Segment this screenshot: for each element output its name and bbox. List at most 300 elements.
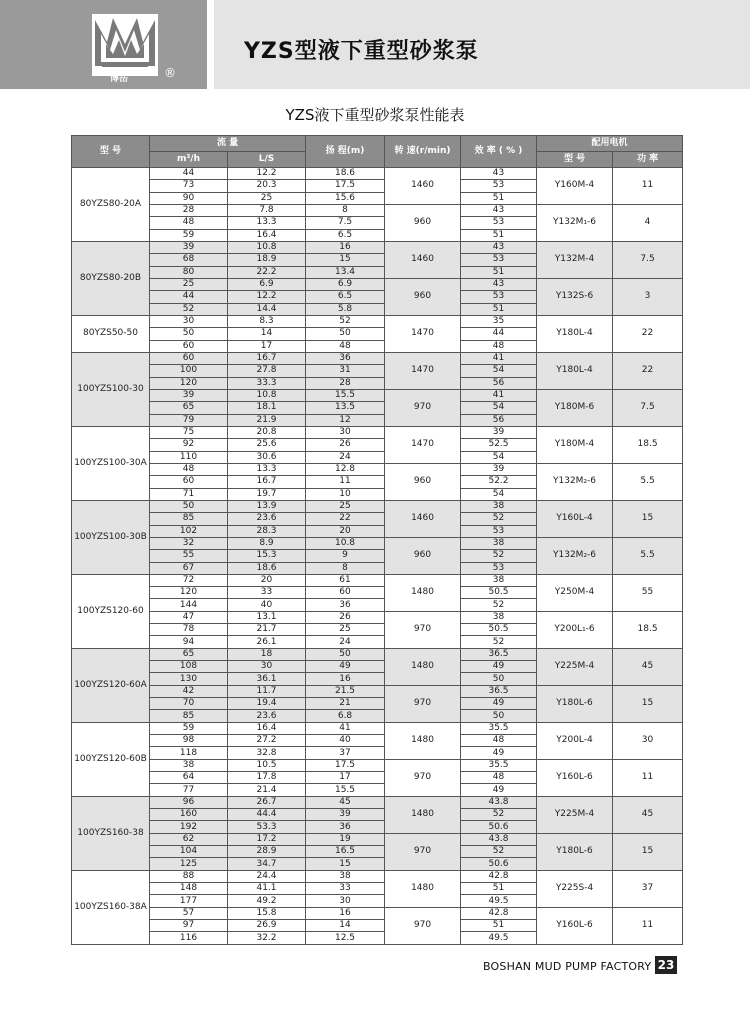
cell-flow-m3h: 68: [150, 254, 228, 266]
cell-efficiency: 38: [461, 574, 537, 586]
cell-efficiency: 53: [461, 254, 537, 266]
cell-head: 38: [306, 870, 385, 882]
cell-speed: 960: [385, 537, 461, 574]
cell-speed: 1470: [385, 352, 461, 389]
cell-model: 80YZS50-50: [72, 315, 150, 352]
cell-flow-m3h: 65: [150, 648, 228, 660]
cell-flow-m3h: 120: [150, 587, 228, 599]
cell-flow-ls: 53.3: [228, 821, 306, 833]
cell-motor-model: Y160L-4: [537, 500, 613, 537]
cell-efficiency: 51: [461, 266, 537, 278]
cell-efficiency: 39: [461, 426, 537, 438]
cell-motor-model: Y225M-4: [537, 648, 613, 685]
cell-flow-m3h: 60: [150, 340, 228, 352]
cell-head: 22: [306, 513, 385, 525]
cell-model: 100YZS120-60B: [72, 722, 150, 796]
cell-flow-m3h: 78: [150, 624, 228, 636]
cell-flow-m3h: 62: [150, 833, 228, 845]
cell-speed: 1460: [385, 168, 461, 205]
cell-flow-m3h: 85: [150, 513, 228, 525]
cell-flow-ls: 20.3: [228, 180, 306, 192]
cell-head: 6.8: [306, 710, 385, 722]
cell-efficiency: 42.8: [461, 870, 537, 882]
table-row: [72, 426, 683, 438]
cell-head: 21.5: [306, 685, 385, 697]
cell-flow-m3h: 85: [150, 710, 228, 722]
cell-speed: 970: [385, 611, 461, 648]
cell-flow-m3h: 42: [150, 685, 228, 697]
table-row: [72, 168, 683, 180]
cell-flow-ls: 34.7: [228, 858, 306, 870]
table-row: [72, 722, 683, 734]
table-row: [72, 278, 683, 290]
cell-head: 24: [306, 636, 385, 648]
cell-efficiency: 52: [461, 636, 537, 648]
cell-power: 18.5: [613, 611, 683, 648]
cell-flow-m3h: 73: [150, 180, 228, 192]
cell-motor-model: Y250M-4: [537, 574, 613, 611]
cell-efficiency: 50.6: [461, 821, 537, 833]
cell-motor-model: Y200L₁-6: [537, 611, 613, 648]
cell-head: 25: [306, 624, 385, 636]
cell-head: 13.5: [306, 402, 385, 414]
cell-speed: 970: [385, 833, 461, 870]
cell-motor-model: Y180L-4: [537, 352, 613, 389]
table-row: [72, 833, 683, 845]
cell-efficiency: 43: [461, 168, 537, 180]
cell-head: 14: [306, 920, 385, 932]
col-speed: 转 速(r/min): [385, 136, 461, 168]
cell-model: 100YZS120-60: [72, 574, 150, 648]
cell-flow-m3h: 118: [150, 747, 228, 759]
cell-head: 8: [306, 562, 385, 574]
cell-flow-ls: 15.3: [228, 550, 306, 562]
cell-efficiency: 53: [461, 217, 537, 229]
cell-power: 15: [613, 500, 683, 537]
cell-motor-model: Y180M-6: [537, 389, 613, 426]
cell-power: 15: [613, 685, 683, 722]
cell-flow-m3h: 47: [150, 611, 228, 623]
cell-flow-ls: 12.2: [228, 168, 306, 180]
table-row: [72, 463, 683, 475]
cell-flow-m3h: 39: [150, 389, 228, 401]
cell-head: 36: [306, 821, 385, 833]
cell-power: 4: [613, 204, 683, 241]
cell-power: 5.5: [613, 537, 683, 574]
cell-efficiency: 49: [461, 747, 537, 759]
cell-flow-ls: 33: [228, 587, 306, 599]
cell-efficiency: 51: [461, 883, 537, 895]
cell-head: 61: [306, 574, 385, 586]
cell-speed: 1460: [385, 241, 461, 278]
cell-efficiency: 41: [461, 352, 537, 364]
cell-head: 15.5: [306, 389, 385, 401]
logo-text: 博岳: [110, 74, 129, 84]
cell-motor-model: Y132S-6: [537, 278, 613, 315]
cell-model: 100YZS160-38A: [72, 870, 150, 944]
cell-flow-ls: 13.9: [228, 500, 306, 512]
cell-flow-m3h: 120: [150, 377, 228, 389]
cell-flow-ls: 28.9: [228, 846, 306, 858]
cell-flow-ls: 30: [228, 661, 306, 673]
cell-flow-m3h: 97: [150, 920, 228, 932]
cell-power: 37: [613, 870, 683, 907]
cell-speed: 1480: [385, 870, 461, 907]
cell-efficiency: 43: [461, 278, 537, 290]
cell-head: 16: [306, 907, 385, 919]
cell-speed: 1470: [385, 315, 461, 352]
cell-flow-ls: 27.8: [228, 365, 306, 377]
cell-head: 17: [306, 772, 385, 784]
cell-model: 100YZS120-60A: [72, 648, 150, 722]
col-power: 功 率: [613, 152, 683, 168]
table-row: [72, 352, 683, 364]
cell-flow-ls: 12.2: [228, 291, 306, 303]
cell-speed: 1480: [385, 574, 461, 611]
cell-efficiency: 51: [461, 229, 537, 241]
cell-head: 45: [306, 796, 385, 808]
cell-head: 28: [306, 377, 385, 389]
cell-head: 37: [306, 747, 385, 759]
cell-flow-m3h: 65: [150, 402, 228, 414]
cell-head: 41: [306, 722, 385, 734]
cell-flow-ls: 28.3: [228, 525, 306, 537]
cell-flow-ls: 32.8: [228, 747, 306, 759]
cell-efficiency: 50.5: [461, 587, 537, 599]
cell-head: 12.5: [306, 932, 385, 945]
cell-head: 26: [306, 439, 385, 451]
table-row: [72, 796, 683, 808]
col-motor-model: 型 号: [537, 152, 613, 168]
cell-head: 40: [306, 735, 385, 747]
cell-speed: 1470: [385, 426, 461, 463]
cell-flow-ls: 30.6: [228, 451, 306, 463]
cell-efficiency: 49: [461, 698, 537, 710]
cell-motor-model: Y132M₂-6: [537, 537, 613, 574]
cell-flow-ls: 26.1: [228, 636, 306, 648]
cell-flow-m3h: 71: [150, 488, 228, 500]
cell-flow-ls: 13.3: [228, 217, 306, 229]
cell-head: 7.5: [306, 217, 385, 229]
cell-flow-ls: 8.3: [228, 315, 306, 327]
cell-flow-m3h: 64: [150, 772, 228, 784]
cell-flow-ls: 15.8: [228, 907, 306, 919]
cell-head: 21: [306, 698, 385, 710]
cell-flow-m3h: 38: [150, 759, 228, 771]
cell-efficiency: 51: [461, 192, 537, 204]
cell-efficiency: 44: [461, 328, 537, 340]
cell-flow-ls: 10.8: [228, 389, 306, 401]
cell-speed: 970: [385, 759, 461, 796]
cell-flow-ls: 19.4: [228, 698, 306, 710]
cell-flow-ls: 33.3: [228, 377, 306, 389]
table-row: [72, 907, 683, 919]
cell-efficiency: 36.5: [461, 648, 537, 660]
cell-power: 45: [613, 796, 683, 833]
cell-flow-ls: 26.7: [228, 796, 306, 808]
cell-head: 20: [306, 525, 385, 537]
table-row: [72, 500, 683, 512]
cell-head: 10: [306, 488, 385, 500]
cell-head: 6.9: [306, 278, 385, 290]
cell-flow-ls: 10.8: [228, 241, 306, 253]
col-head: 扬 程(m): [306, 136, 385, 168]
cell-efficiency: 39: [461, 463, 537, 475]
cell-flow-m3h: 80: [150, 266, 228, 278]
cell-head: 36: [306, 352, 385, 364]
col-flow: 流 量: [150, 136, 306, 152]
cell-efficiency: 56: [461, 414, 537, 426]
cell-efficiency: 56: [461, 377, 537, 389]
table-row: [72, 611, 683, 623]
cell-flow-m3h: 108: [150, 661, 228, 673]
cell-flow-m3h: 52: [150, 303, 228, 315]
cell-speed: 960: [385, 278, 461, 315]
cell-flow-ls: 20.8: [228, 426, 306, 438]
cell-efficiency: 52: [461, 550, 537, 562]
cell-efficiency: 48: [461, 340, 537, 352]
cell-flow-ls: 18.1: [228, 402, 306, 414]
cell-head: 6.5: [306, 291, 385, 303]
cell-efficiency: 52: [461, 513, 537, 525]
cell-head: 12: [306, 414, 385, 426]
cell-power: 11: [613, 168, 683, 205]
cell-efficiency: 53: [461, 562, 537, 574]
cell-flow-ls: 10.5: [228, 759, 306, 771]
cell-motor-model: Y180L-6: [537, 685, 613, 722]
cell-speed: 1460: [385, 500, 461, 537]
cell-efficiency: 52.5: [461, 439, 537, 451]
cell-flow-ls: 11.7: [228, 685, 306, 697]
cell-flow-ls: 27.2: [228, 735, 306, 747]
col-flow-ls: L/S: [228, 152, 306, 168]
cell-head: 33: [306, 883, 385, 895]
cell-head: 19: [306, 833, 385, 845]
cell-motor-model: Y180M-4: [537, 426, 613, 463]
cell-efficiency: 38: [461, 537, 537, 549]
cell-efficiency: 52: [461, 599, 537, 611]
cell-flow-m3h: 177: [150, 895, 228, 907]
cell-flow-ls: 32.2: [228, 932, 306, 945]
cell-efficiency: 53: [461, 180, 537, 192]
cell-efficiency: 50.6: [461, 858, 537, 870]
cell-flow-ls: 26.9: [228, 920, 306, 932]
cell-power: 15: [613, 833, 683, 870]
cell-flow-ls: 25.6: [228, 439, 306, 451]
cell-head: 15: [306, 254, 385, 266]
cell-flow-ls: 13.3: [228, 463, 306, 475]
cell-motor-model: Y180L-6: [537, 833, 613, 870]
cell-efficiency: 52: [461, 809, 537, 821]
cell-power: 5.5: [613, 463, 683, 500]
cell-flow-m3h: 59: [150, 229, 228, 241]
cell-efficiency: 53: [461, 291, 537, 303]
cell-speed: 970: [385, 685, 461, 722]
footer-text: BOSHAN MUD PUMP FACTORY: [483, 960, 652, 973]
cell-head: 11: [306, 476, 385, 488]
cell-flow-ls: 8.9: [228, 537, 306, 549]
cell-flow-ls: 21.9: [228, 414, 306, 426]
cell-efficiency: 35.5: [461, 759, 537, 771]
cell-flow-ls: 17.8: [228, 772, 306, 784]
cell-flow-ls: 17.2: [228, 833, 306, 845]
cell-efficiency: 38: [461, 500, 537, 512]
table-body: [72, 168, 683, 945]
cell-efficiency: 41: [461, 389, 537, 401]
cell-flow-m3h: 88: [150, 870, 228, 882]
cell-efficiency: 54: [461, 365, 537, 377]
cell-model: 80YZS80-20A: [72, 168, 150, 242]
cell-head: 13.4: [306, 266, 385, 278]
cell-power: 22: [613, 352, 683, 389]
cell-power: 18.5: [613, 426, 683, 463]
cell-speed: 970: [385, 389, 461, 426]
cell-motor-model: Y225M-4: [537, 796, 613, 833]
cell-flow-ls: 18.6: [228, 562, 306, 574]
cell-efficiency: 50: [461, 673, 537, 685]
cell-efficiency: 49: [461, 661, 537, 673]
cell-flow-m3h: 148: [150, 883, 228, 895]
cell-head: 15.5: [306, 784, 385, 796]
cell-flow-m3h: 144: [150, 599, 228, 611]
cell-flow-m3h: 110: [150, 451, 228, 463]
cell-flow-ls: 19.7: [228, 488, 306, 500]
cell-efficiency: 35.5: [461, 722, 537, 734]
cell-flow-m3h: 102: [150, 525, 228, 537]
cell-flow-m3h: 94: [150, 636, 228, 648]
cell-motor-model: Y132M₁-6: [537, 204, 613, 241]
cell-flow-m3h: 59: [150, 722, 228, 734]
cell-efficiency: 52: [461, 846, 537, 858]
cell-flow-m3h: 90: [150, 192, 228, 204]
cell-efficiency: 49.5: [461, 895, 537, 907]
cell-efficiency: 42.8: [461, 907, 537, 919]
cell-head: 16: [306, 241, 385, 253]
cell-flow-ls: 21.4: [228, 784, 306, 796]
cell-motor-model: Y160L-6: [537, 907, 613, 944]
cell-efficiency: 43.8: [461, 833, 537, 845]
cell-flow-m3h: 67: [150, 562, 228, 574]
table-row: [72, 389, 683, 401]
registered-mark: ®: [164, 66, 176, 80]
page-number: 23: [655, 956, 677, 974]
cell-speed: 1480: [385, 722, 461, 759]
cell-flow-ls: 7.8: [228, 204, 306, 216]
cell-power: 3: [613, 278, 683, 315]
cell-model: 100YZS100-30B: [72, 500, 150, 574]
cell-head: 31: [306, 365, 385, 377]
table-row: [72, 648, 683, 660]
brand-logo: [0, 0, 207, 89]
cell-motor-model: Y160M-4: [537, 168, 613, 205]
cell-efficiency: 54: [461, 402, 537, 414]
cell-flow-m3h: 70: [150, 698, 228, 710]
cell-head: 60: [306, 587, 385, 599]
cell-head: 10.8: [306, 537, 385, 549]
table-row: [72, 537, 683, 549]
cell-flow-m3h: 60: [150, 476, 228, 488]
cell-flow-ls: 23.6: [228, 710, 306, 722]
cell-efficiency: 49: [461, 784, 537, 796]
cell-power: 55: [613, 574, 683, 611]
cell-flow-ls: 23.6: [228, 513, 306, 525]
table-row: [72, 685, 683, 697]
table-row: [72, 870, 683, 882]
col-efficiency: 效 率 ( % ): [461, 136, 537, 168]
cell-efficiency: 51: [461, 920, 537, 932]
cell-power: 22: [613, 315, 683, 352]
cell-speed: 1480: [385, 648, 461, 685]
cell-flow-m3h: 72: [150, 574, 228, 586]
cell-flow-ls: 16.4: [228, 229, 306, 241]
cell-flow-ls: 18.9: [228, 254, 306, 266]
cell-efficiency: 48: [461, 772, 537, 784]
cell-flow-ls: 6.9: [228, 278, 306, 290]
cell-head: 30: [306, 426, 385, 438]
cell-efficiency: 51: [461, 303, 537, 315]
cell-motor-model: Y200L-4: [537, 722, 613, 759]
cell-flow-ls: 40: [228, 599, 306, 611]
cell-head: 50: [306, 328, 385, 340]
cell-head: 50: [306, 648, 385, 660]
cell-head: 52: [306, 315, 385, 327]
cell-flow-m3h: 48: [150, 463, 228, 475]
cell-flow-m3h: 130: [150, 673, 228, 685]
cell-efficiency: 43: [461, 204, 537, 216]
cell-motor-model: Y160L-6: [537, 759, 613, 796]
cell-flow-ls: 22.2: [228, 266, 306, 278]
cell-head: 15.6: [306, 192, 385, 204]
cell-flow-ls: 20: [228, 574, 306, 586]
cell-efficiency: 50.5: [461, 624, 537, 636]
cell-model: 80YZS80-20B: [72, 241, 150, 315]
cell-efficiency: 35: [461, 315, 537, 327]
cell-flow-m3h: 75: [150, 426, 228, 438]
cell-head: 15: [306, 858, 385, 870]
cell-efficiency: 49.5: [461, 932, 537, 945]
cell-head: 25: [306, 500, 385, 512]
cell-flow-m3h: 25: [150, 278, 228, 290]
cell-efficiency: 52.2: [461, 476, 537, 488]
cell-model: 100YZS160-38: [72, 796, 150, 870]
cell-flow-ls: 16.7: [228, 476, 306, 488]
cell-flow-ls: 21.7: [228, 624, 306, 636]
cell-model: 100YZS100-30: [72, 352, 150, 426]
cell-flow-m3h: 100: [150, 365, 228, 377]
cell-flow-ls: 49.2: [228, 895, 306, 907]
col-flow-m3h: m³/h: [150, 152, 228, 168]
cell-flow-m3h: 192: [150, 821, 228, 833]
page-title: YZS型液下重型砂浆泵: [244, 39, 479, 64]
cell-speed: 1480: [385, 796, 461, 833]
cell-head: 39: [306, 809, 385, 821]
cell-flow-ls: 18: [228, 648, 306, 660]
cell-power: 7.5: [613, 389, 683, 426]
cell-flow-m3h: 50: [150, 328, 228, 340]
table-row: [72, 315, 683, 327]
col-model: 型 号: [72, 136, 150, 168]
cell-power: 11: [613, 759, 683, 796]
cell-head: 16.5: [306, 846, 385, 858]
cell-flow-m3h: 32: [150, 537, 228, 549]
cell-flow-ls: 41.1: [228, 883, 306, 895]
cell-head: 6.5: [306, 229, 385, 241]
table-row: [72, 204, 683, 216]
cell-motor-model: Y132M₂-6: [537, 463, 613, 500]
cell-motor-model: Y132M-4: [537, 241, 613, 278]
cell-head: 36: [306, 599, 385, 611]
cell-flow-ls: 16.7: [228, 352, 306, 364]
